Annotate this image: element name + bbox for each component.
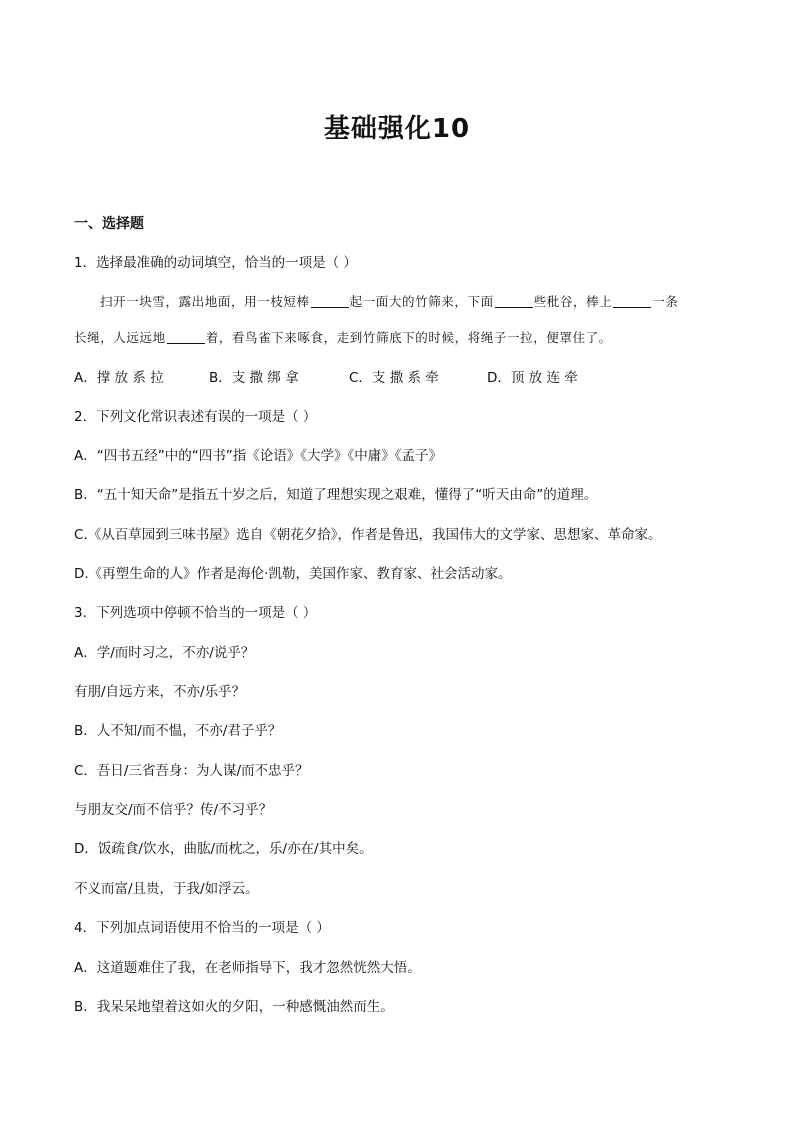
q3-option-d-line-1: D．饭疏食/饮水，曲肱/而枕之，乐/亦在/其中矣。 [74, 841, 373, 857]
q1-option-c: C．支 撒 系 牵 [349, 370, 439, 386]
answer-blank [495, 293, 533, 308]
q1-passage-text: 长绳，人远远地 [74, 330, 166, 345]
answer-blank [167, 329, 205, 344]
q1-options [74, 368, 734, 388]
section-heading: 一、选择题 [74, 216, 144, 232]
q3-option-c-line-2: 与朋友交/而不信乎？传/不习乎？ [74, 802, 273, 818]
q4-option-a: A．这道题难住了我，在老师指导下，我才忽然恍然大悟。 [74, 960, 421, 976]
q3-option-a-line-1: A．学/而时习之，不亦/说乎？ [74, 645, 255, 661]
q2-stem: 2．下列文化常识表述有误的一项是（ ） [74, 409, 317, 425]
q2-option-a: A．“四书五经”中的“四书”指《论语》《大学》《中庸》《孟子》 [74, 448, 442, 464]
q4-option-b: B．我呆呆地望着这如火的夕阳，一种感慨油然而生。 [74, 999, 394, 1015]
q1-passage-text: 些秕谷，棒上 [533, 294, 613, 309]
q3-option-b: B．人不知/而不愠，不亦/君子乎？ [74, 723, 282, 739]
q3-option-d-line-2: 不义而富/且贵，于我/如浮云。 [74, 881, 259, 897]
q1-passage-text: 着，看鸟雀下来啄食，走到竹筛底下的时候，将绳子一拉，便罩住了。 [205, 330, 612, 345]
q2-option-c: C.《从百草园到三味书屋》选自《朝花夕拾》，作者是鲁迅，我国伟大的文学家、思想家、革命家。 [74, 527, 662, 543]
q3-option-a-line-2: 有朋/自远方来，不亦/乐乎？ [74, 684, 246, 700]
q1-passage-text: 起一面大的竹筛来，下面 [349, 294, 494, 309]
q1-passage-text: 扫开一块雪，露出地面，用一枝短棒 [100, 294, 310, 309]
q2-option-d: D.《再塑生命的人》作者是海伦·凯勒，美国作家、教育家、社会活动家。 [74, 566, 512, 582]
q1-stem: 1．选择最准确的动词填空，恰当的一项是（ ） [74, 255, 357, 271]
answer-blank [311, 293, 349, 308]
q3-stem: 3．下列选项中停顿不恰当的一项是（ ） [74, 605, 317, 621]
q1-option-a: A．撑 放 系 拉 [74, 370, 164, 386]
page-title: 基础强化10 [323, 114, 471, 144]
q1-passage-text: 一条 [652, 294, 679, 309]
q2-option-b: B．“五十知天命”是指五十岁之后，知道了理想实现之艰难，懂得了“听天由命”的道理。 [74, 487, 598, 503]
q1-passage-line-1 [100, 292, 734, 312]
q1-passage-line-2 [74, 328, 734, 348]
q1-option-b: B．支 撒 绑 拿 [209, 370, 299, 386]
q3-option-c-line-1: C．吾日/三省吾身：为人谋/而不忠乎？ [74, 763, 309, 779]
q4-stem: 4．下列加点词语使用不恰当的一项是（ ） [74, 920, 330, 936]
answer-blank [613, 293, 651, 308]
q1-option-d: D．顶 放 连 牵 [487, 370, 578, 386]
